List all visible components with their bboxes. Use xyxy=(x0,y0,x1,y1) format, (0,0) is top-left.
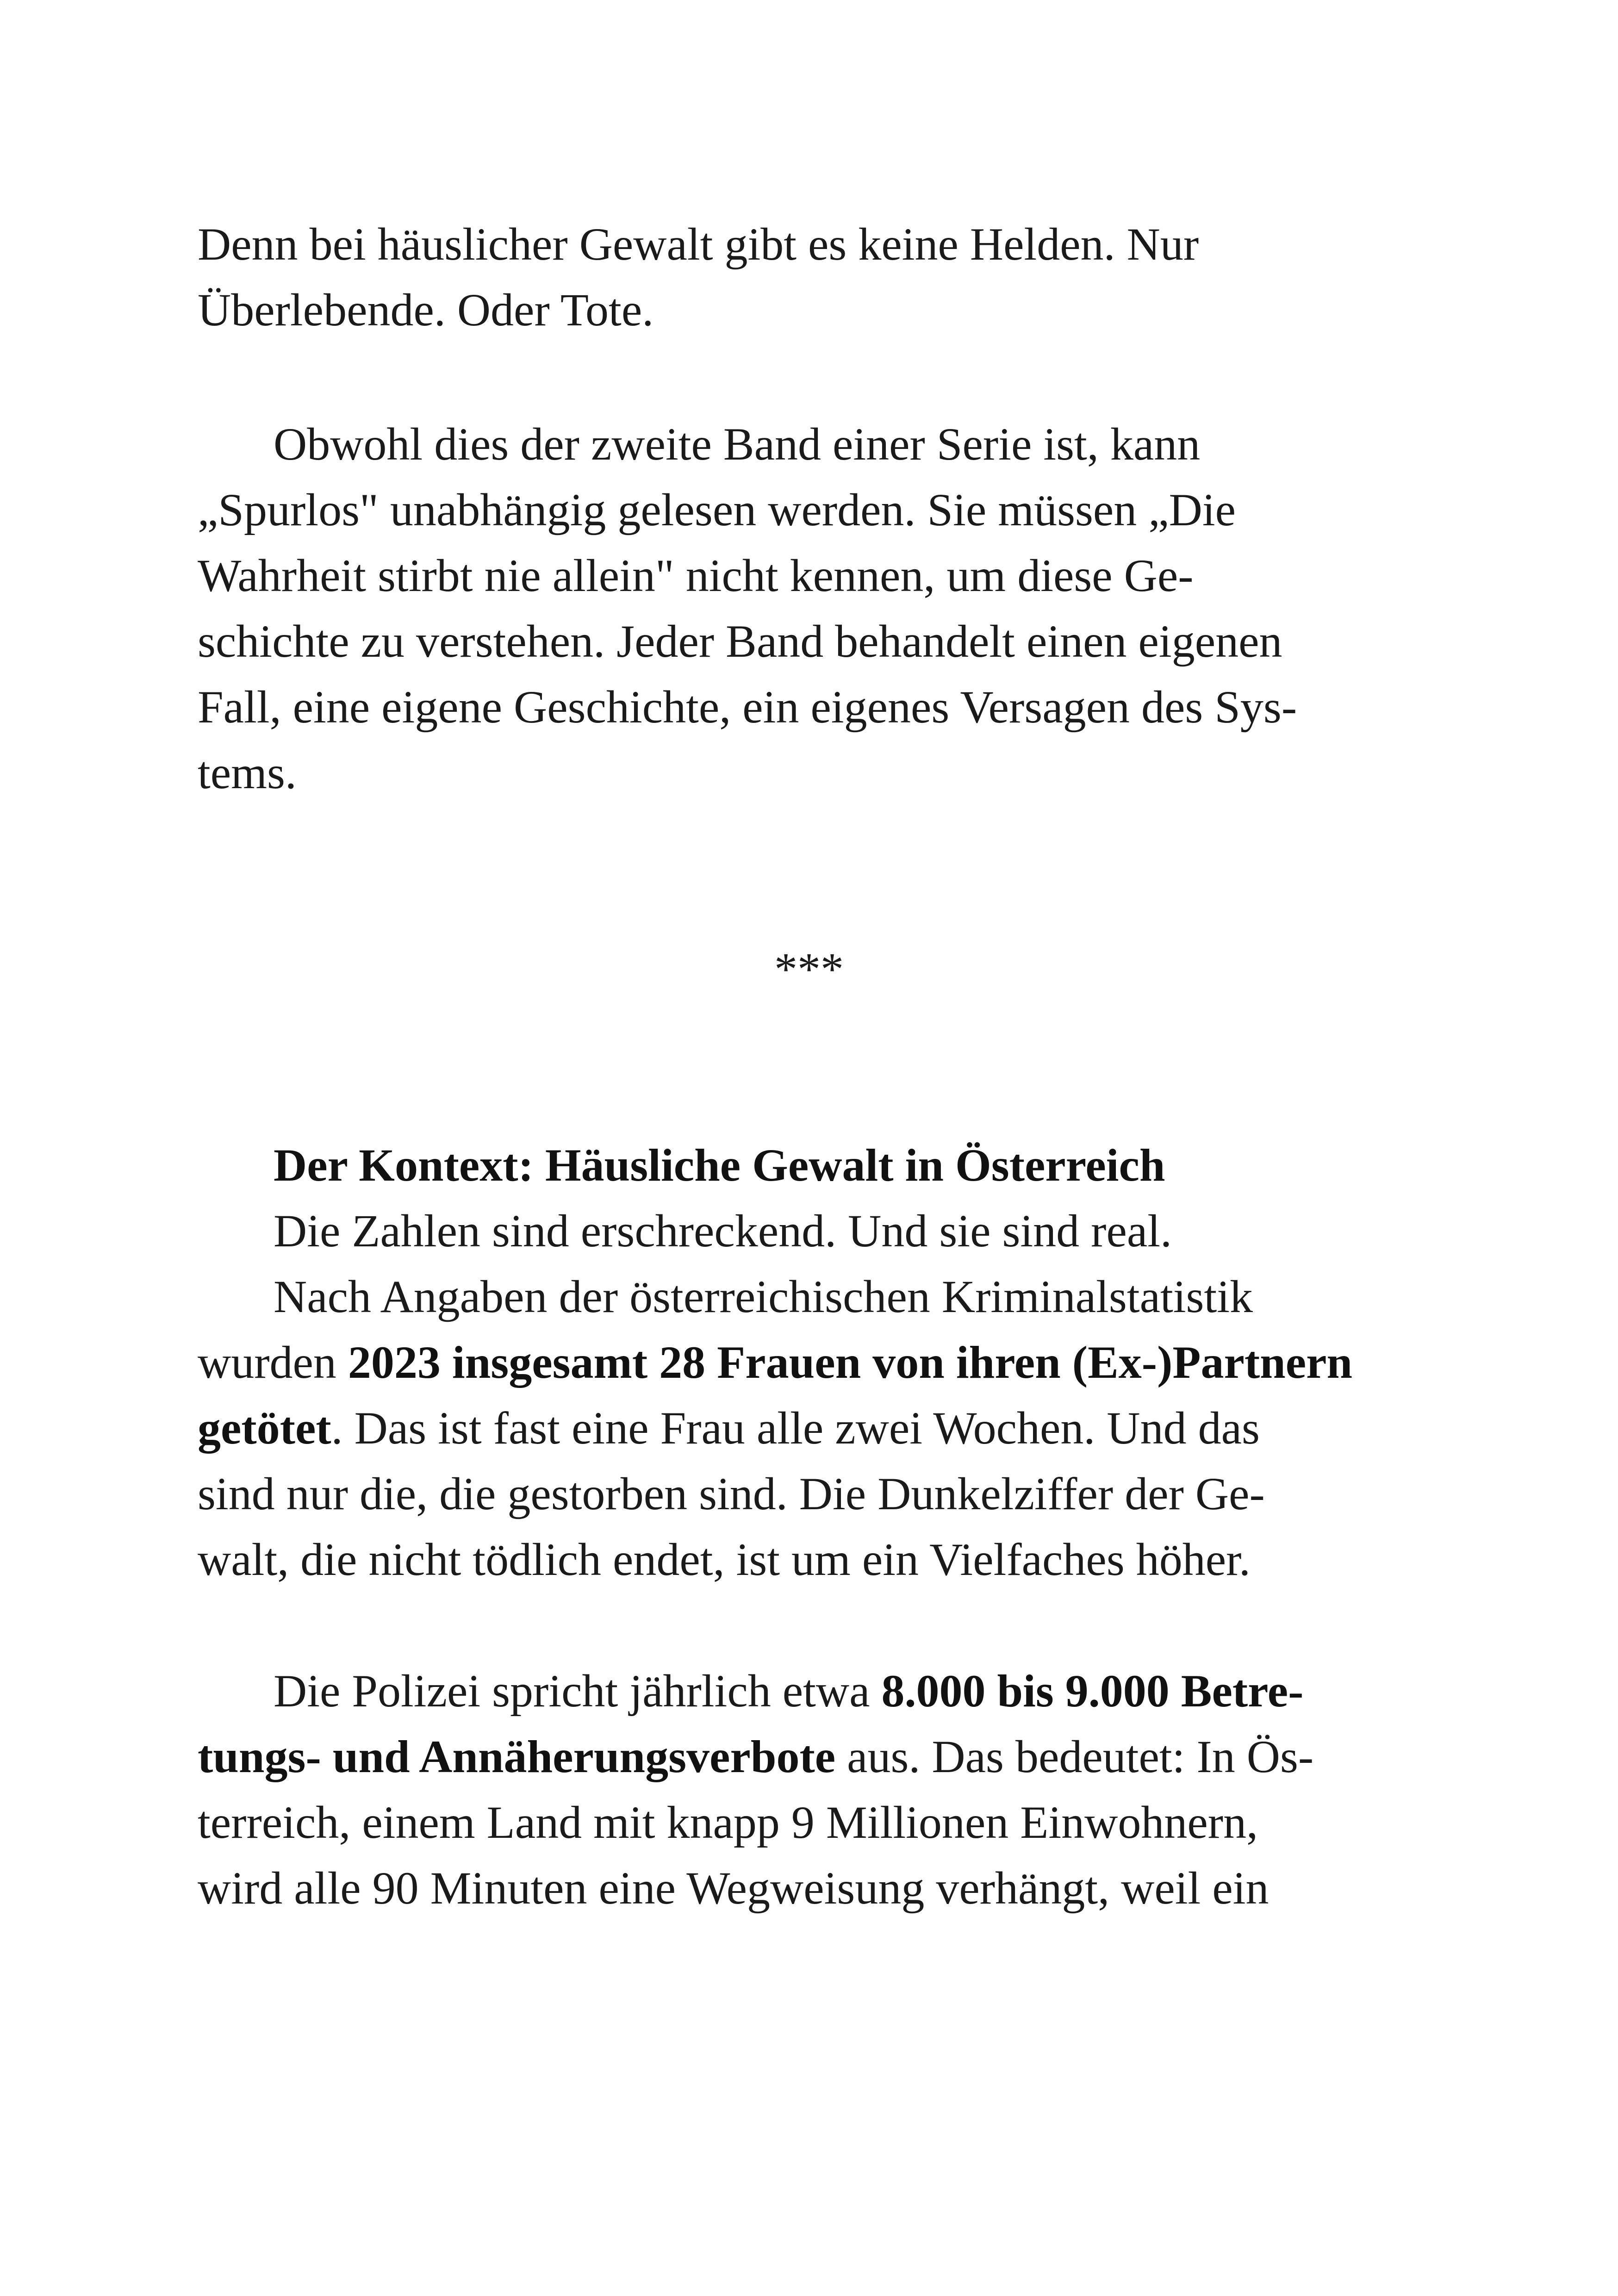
bold-statistic: 8.000 bis 9.000 Betre- xyxy=(881,1665,1304,1717)
bold-statistic: tungs- und Annäherungsverbote xyxy=(198,1731,836,1782)
text-line xyxy=(198,1402,1260,1454)
bold-statistic: getötet xyxy=(198,1402,331,1454)
section-heading: Der Kontext: Häusliche Gewalt in Österreich xyxy=(274,1139,1165,1191)
text-line: Nach Angaben der österreichischen Kriminalstatistik xyxy=(274,1271,1253,1322)
bold-statistic: 2023 insgesamt 28 Frauen von ihren (Ex-)Partnern xyxy=(348,1337,1353,1388)
text-line: wird alle 90 Minuten eine Wegweisung verhängt, weil ein xyxy=(198,1862,1269,1914)
text-run: aus. Das bedeutet: In Ös- xyxy=(835,1731,1314,1782)
text-line: walt, die nicht tödlich endet, ist um ein Vielfaches höher. xyxy=(198,1534,1251,1585)
text-line: Die Zahlen sind erschreckend. Und sie sind real. xyxy=(274,1205,1172,1257)
text-run: Die Polizei spricht jährlich etwa xyxy=(274,1665,882,1717)
text-line: Fall, eine eigene Geschichte, ein eigenes Versagen des Sys- xyxy=(198,681,1297,733)
text-run: . Das ist fast eine Frau alle zwei Wochen. Und das xyxy=(331,1402,1260,1454)
text-line: schichte zu verstehen. Jeder Band behandelt einen eigenen xyxy=(198,616,1282,667)
text-line: Obwohl dies der zweite Band einer Serie ist, kann xyxy=(274,418,1201,470)
section-separator: *** xyxy=(774,943,844,995)
text-line: tems. xyxy=(198,747,297,798)
text-run: wurden xyxy=(198,1337,348,1388)
text-line: sind nur die, die gestorben sind. Die Dunkelziffer der Ge- xyxy=(198,1468,1265,1519)
text-line xyxy=(198,1339,1352,1386)
text-line: Wahrheit stirbt nie allein" nicht kennen, um diese Ge- xyxy=(198,550,1194,601)
text-line xyxy=(198,1731,1314,1782)
text-line: Überlebende. Oder Tote. xyxy=(198,284,654,336)
text-line xyxy=(274,1665,1304,1717)
text-line: „Spurlos" unabhängig gelesen werden. Sie müssen „Die xyxy=(198,484,1236,535)
text-line: Denn bei häuslicher Gewalt gibt es keine Helden. Nur xyxy=(198,218,1199,270)
text-line: terreich, einem Land mit knapp 9 Millionen Einwohnern, xyxy=(198,1797,1258,1848)
